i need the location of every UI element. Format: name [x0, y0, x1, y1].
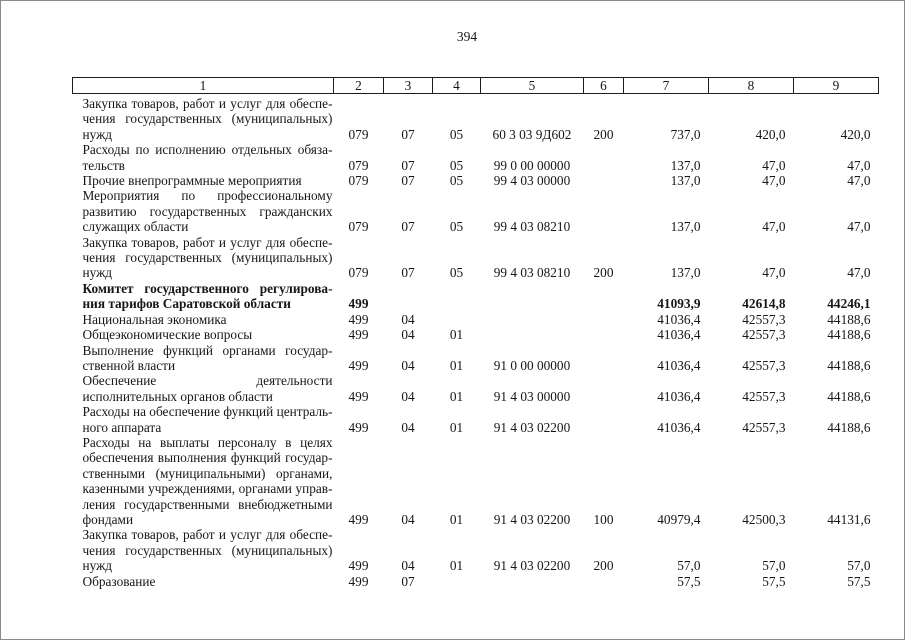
value-cell: 57,5: [847, 573, 871, 589]
page-number: 394: [456, 29, 478, 44]
table-row: [73, 188, 879, 234]
value-cell: 05: [449, 265, 464, 281]
value-cell: 04: [401, 357, 415, 373]
value-cell: 04: [401, 327, 415, 343]
row-label-cell: Национальная экономика: [82, 311, 227, 327]
column-header-2: 2: [334, 78, 384, 94]
value-cell: 99 4 03 00000: [493, 173, 571, 189]
value-cell: 44188,6: [827, 311, 871, 327]
value-cell: 44188,6: [827, 327, 871, 343]
value-cell: 91 4 03 02200: [493, 419, 571, 435]
column-header-4: 4: [433, 78, 481, 94]
value-cell: 44188,6: [827, 388, 871, 404]
row-label-cell: Расходы на выплаты персоналу в целях обеспечения выполнения функций государственными (муниципальными) органами, казенными учреждениями, органами управления государственными внебюджетными фондами: [82, 434, 333, 527]
value-cell: 47,0: [847, 173, 871, 189]
value-cell: 07: [401, 573, 415, 589]
table-row: [73, 94, 879, 143]
value-cell: 200: [593, 558, 614, 574]
value-cell: 57,0: [677, 558, 701, 574]
value-cell: 42557,3: [742, 357, 786, 373]
value-cell: [584, 574, 624, 589]
value-cell: 499: [348, 296, 369, 312]
row-label-cell: Комитет государственного регулирования тарифов Саратовской области: [82, 280, 333, 312]
value-cell: [584, 173, 624, 188]
row-label-cell: Образование: [82, 573, 156, 589]
value-cell: 44188,6: [827, 357, 871, 373]
table-row: [73, 435, 879, 527]
value-cell: 44188,6: [827, 419, 871, 435]
value-cell: 47,0: [762, 173, 786, 189]
column-header-9: 9: [794, 78, 879, 94]
table-header-row: [73, 78, 879, 94]
value-cell: 57,0: [762, 558, 786, 574]
value-cell: [481, 312, 584, 327]
value-cell: 100: [593, 511, 614, 527]
value-cell: 42557,3: [742, 419, 786, 435]
value-cell: 079: [348, 219, 369, 235]
value-cell: [584, 188, 624, 234]
value-cell: 499: [348, 327, 369, 343]
table-row: [73, 327, 879, 342]
value-cell: 41036,4: [657, 311, 701, 327]
row-label-cell: Обеспечение деятельности исполнительных органов области: [82, 373, 333, 404]
value-cell: 499: [348, 357, 369, 373]
value-cell: 137,0: [670, 265, 701, 281]
value-cell: 41036,4: [657, 388, 701, 404]
value-cell: 57,5: [677, 573, 701, 589]
column-header-5: 5: [481, 78, 584, 94]
value-cell: 499: [348, 558, 369, 574]
value-cell: [481, 281, 584, 312]
value-cell: 01: [449, 511, 464, 527]
row-label-cell: Закупка товаров, работ и услуг для обеспечения государственных (муниципальных) нужд: [82, 234, 333, 281]
value-cell: 47,0: [762, 219, 786, 235]
value-cell: 41093,9: [657, 296, 701, 312]
value-cell: [481, 327, 584, 342]
value-cell: 05: [449, 219, 464, 235]
value-cell: 079: [348, 157, 369, 173]
table-row: [73, 235, 879, 281]
value-cell: 60 3 03 9Д602: [492, 126, 572, 142]
value-cell: 47,0: [847, 157, 871, 173]
value-cell: 079: [348, 173, 369, 189]
table-row: [73, 312, 879, 327]
table-row: [73, 527, 879, 573]
value-cell: [584, 404, 624, 435]
value-cell: 41036,4: [657, 327, 701, 343]
value-cell: [584, 343, 624, 374]
value-cell: 079: [348, 265, 369, 281]
row-label-cell: Общеэкономические вопросы: [82, 327, 253, 343]
column-header-1: 1: [73, 78, 334, 94]
column-header-8: 8: [709, 78, 794, 94]
value-cell: 07: [401, 173, 415, 189]
row-label-cell: Прочие внепрограммные мероприятия: [82, 173, 302, 189]
value-cell: 42614,8: [742, 296, 786, 312]
row-label-cell: Мероприятия по профессиональному развитию государственных гражданских служащих области: [82, 188, 333, 235]
value-cell: [584, 142, 624, 173]
value-cell: 91 4 03 00000: [493, 388, 571, 404]
value-cell: 41036,4: [657, 419, 701, 435]
value-cell: 200: [593, 265, 614, 281]
value-cell: 57,0: [847, 558, 871, 574]
value-cell: 200: [593, 126, 614, 142]
value-cell: [384, 281, 433, 312]
budget-table: [72, 77, 879, 589]
value-cell: 01: [449, 419, 464, 435]
row-label-cell: Расходы по исполнению отдельных обязательств: [82, 142, 333, 173]
value-cell: [433, 574, 481, 589]
value-cell: 01: [449, 558, 464, 574]
value-cell: [584, 312, 624, 327]
value-cell: 137,0: [670, 173, 701, 189]
value-cell: 01: [449, 388, 464, 404]
value-cell: 47,0: [762, 157, 786, 173]
value-cell: 499: [348, 388, 369, 404]
value-cell: 01: [449, 357, 464, 373]
value-cell: 42557,3: [742, 388, 786, 404]
value-cell: 07: [401, 219, 415, 235]
value-cell: 91 4 03 02200: [493, 511, 571, 527]
value-cell: 04: [401, 558, 415, 574]
value-cell: 05: [449, 126, 464, 142]
value-cell: [433, 281, 481, 312]
value-cell: 99 0 00 00000: [493, 157, 571, 173]
column-header-3: 3: [384, 78, 433, 94]
value-cell: 499: [348, 419, 369, 435]
value-cell: 91 4 03 02200: [493, 558, 571, 574]
value-cell: 04: [401, 419, 415, 435]
value-cell: 737,0: [670, 126, 701, 142]
table-row: [73, 373, 879, 404]
value-cell: 42500,3: [742, 511, 786, 527]
value-cell: 04: [401, 511, 415, 527]
value-cell: 420,0: [755, 126, 786, 142]
value-cell: 499: [348, 573, 369, 589]
value-cell: 420,0: [840, 126, 871, 142]
value-cell: 47,0: [762, 265, 786, 281]
column-header-7: 7: [624, 78, 709, 94]
value-cell: 47,0: [847, 265, 871, 281]
value-cell: 01: [449, 327, 464, 343]
value-cell: 42557,3: [742, 311, 786, 327]
row-label-cell: Расходы на обеспечение функций центрального аппарата: [82, 404, 333, 435]
value-cell: 40979,4: [657, 511, 701, 527]
value-cell: 07: [401, 126, 415, 142]
table-row: [73, 404, 879, 435]
value-cell: 57,5: [762, 573, 786, 589]
value-cell: 42557,3: [742, 327, 786, 343]
value-cell: 079: [348, 126, 369, 142]
row-label-cell: Закупка товаров, работ и услуг для обеспечения государственных (муниципальных) нужд: [82, 527, 333, 574]
value-cell: 44131,6: [827, 511, 871, 527]
value-cell: 07: [401, 157, 415, 173]
value-cell: [584, 281, 624, 312]
row-label-cell: Закупка товаров, работ и услуг для обеспечения государственных (муниципальных) нужд: [82, 96, 333, 142]
table-row: [73, 574, 879, 589]
value-cell: 99 4 03 08210: [493, 265, 571, 281]
table-row: [73, 281, 879, 312]
value-cell: 44246,1: [827, 296, 871, 312]
value-cell: 41036,4: [657, 357, 701, 373]
value-cell: 499: [348, 511, 369, 527]
value-cell: [481, 574, 584, 589]
value-cell: 137,0: [670, 219, 701, 235]
column-header-6: 6: [584, 78, 624, 94]
value-cell: 07: [401, 265, 415, 281]
value-cell: 91 0 00 00000: [493, 357, 571, 373]
table-row: [73, 142, 879, 173]
row-label-cell: Выполнение функций органами государственной власти: [82, 342, 333, 373]
value-cell: 47,0: [847, 219, 871, 235]
table-row: [73, 173, 879, 188]
value-cell: 04: [401, 388, 415, 404]
value-cell: [584, 327, 624, 342]
value-cell: [433, 312, 481, 327]
value-cell: 137,0: [670, 157, 701, 173]
value-cell: [584, 373, 624, 404]
table-row: [73, 343, 879, 374]
value-cell: 05: [449, 173, 464, 189]
value-cell: 05: [449, 157, 464, 173]
value-cell: 499: [348, 311, 369, 327]
value-cell: 99 4 03 08210: [493, 219, 571, 235]
value-cell: 04: [401, 311, 415, 327]
